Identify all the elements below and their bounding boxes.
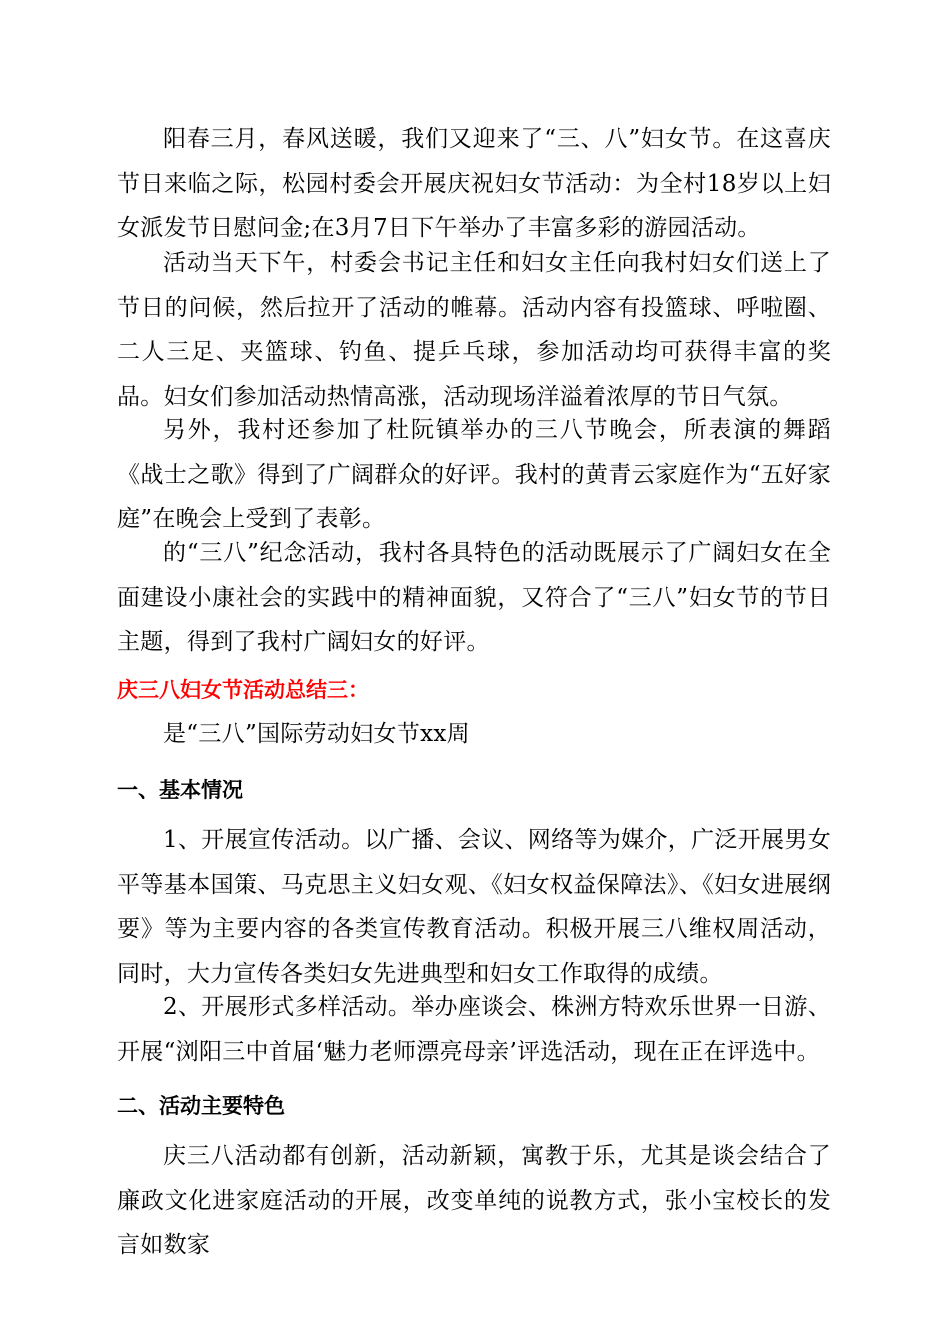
heading-main-features: 二、活动主要特色	[117, 1094, 285, 1118]
paragraph-evening-gala: 另外，我村还参加了杜阮镇举办的三八节晚会，所表演的舞蹈《战士之歌》得到了广阔群众的好评。我村的黄青云家庭作为“五好家庭”在晚会上受到了表彰。	[117, 417, 831, 532]
section-title-summary-three: 庆三八妇女节活动总结三：	[117, 678, 369, 702]
heading-basic-situation: 一、基本情况	[117, 778, 243, 802]
document-page	[117, 0, 831, 1344]
paragraph-spring-festival: 阳春三月，春风送暖，我们又迎来了“三、八”妇女节。在这喜庆节日来临之际，松园村委会开展庆祝妇女节活动：为全村18岁以上妇女派发节日慰问金;在3月7日下午举办了丰富多彩的游园活动。	[117, 126, 831, 241]
paragraph-activity-afternoon: 活动当天下午，村委会书记主任和妇女主任向我村妇女们送上了节日的问候，然后拉开了活动的帷幕。活动内容有投篮球、呼啦圈、二人三足、夹篮球、钓鱼、提乒乓球，参加活动均可获得丰富的奖品。妇女们参加活动热情高涨，活动现场洋溢着浓厚的节日气氛。	[117, 250, 831, 410]
paragraph-diverse-activities: 2、开展形式多样活动。举办座谈会、株洲方特欢乐世界一日游、开展“浏阳三中首届‘魅力老师漂亮母亲’评选活动，现在正在评选中。	[117, 994, 831, 1065]
paragraph-anniversary: 是“三八”国际劳动妇女节xx周	[163, 721, 470, 747]
paragraph-commemoration: 的“三八”纪念活动，我村各具特色的活动既展示了广阔妇女在全面建设小康社会的实践中的精神面貌，又符合了“三八”妇女节的节日主题，得到了我村广阔妇女的好评。	[117, 540, 831, 655]
paragraph-publicity: 1、开展宣传活动。以广播、会议、网络等为媒介，广泛开展男女平等基本国策、马克思主义妇女观、《妇女权益保障法》、《妇女进展纲要》等为主要内容的各类宣传教育活动。积极开展三八维权周活动，同时，大力宣传各类妇女先进典型和妇女工作取得的成绩。	[117, 827, 831, 987]
paragraph-innovation: 庆三八活动都有创新，活动新颖，寓教于乐，尤其是谈会结合了廉政文化进家庭活动的开展，改变单纯的说教方式，张小宝校长的发言如数家	[117, 1143, 831, 1258]
